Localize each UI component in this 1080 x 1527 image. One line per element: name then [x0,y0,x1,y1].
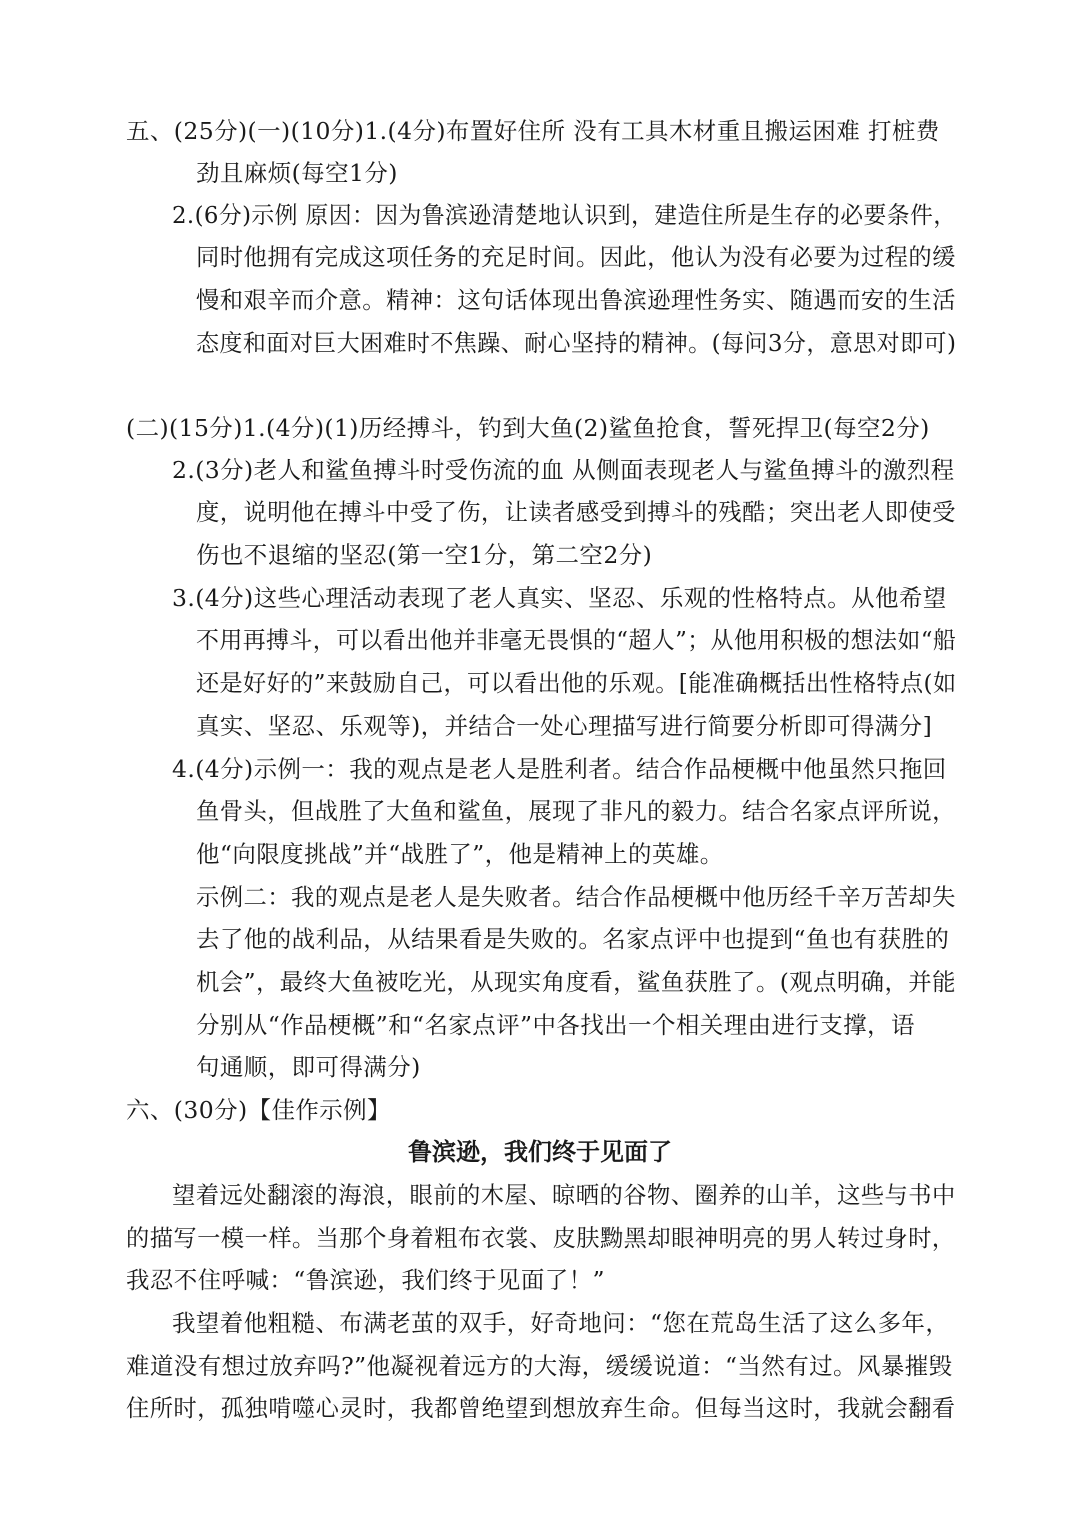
section5-q1-line1: 五、(25分)(一)(10分)1.(4分)布置好住所 没有工具木材重且搬运困难 打桩费 [126,117,940,145]
essay-line: 我望着他粗糙、布满老茧的双手，好奇地问：“您在荒岛生活了这么多年， [172,1309,950,1337]
part2-q3-line: 真实、坚忍、乐观等)，并结合一处心理描写进行简要分析即可得满分] [196,712,933,740]
essay-line: 的描写一模一样。当那个身着粗布衣裳、皮肤黝黑却眼神明亮的男人转过身时， [126,1224,956,1252]
essay-line: 住所时，孤独啃噬心灵时，我都曾绝望到想放弃生命。但每当这时，我就会翻看 [126,1394,956,1422]
essay-line: 我忍不住呼喊：“鲁滨逊，我们终于见面了！” [126,1266,605,1294]
part2-q4-line: 去了他的战利品，从结果看是失败的。名家点评中也提到“鱼也有获胜的 [196,925,950,953]
part2-q4-line: 4.(4分)示例一：我的观点是老人是胜利者。结合作品梗概中他虽然只拖回 [172,755,947,783]
part2-q2-line: 伤也不退缩的坚忍(第一空1分，第二空2分) [196,541,653,569]
part2-q4-line: 机会”，最终大鱼被吃光，从现实角度看，鲨鱼获胜了。(观点明确，并能 [196,968,956,996]
essay-line: 望着远处翻滚的海浪，眼前的木屋、晾晒的谷物、圈养的山羊，这些与书中 [172,1181,956,1209]
part2-q4-line: 示例二：我的观点是老人是失败者。结合作品梗概中他历经千辛万苦却失 [196,883,956,911]
part2-q2-line: 2.(3分)老人和鲨鱼搏斗时受伤流的血 从侧面表现老人与鲨鱼搏斗的激烈程 [172,456,955,484]
section5-q2-line: 2.(6分)示例 原因：因为鲁滨逊清楚地认识到，建造住所是生存的必要条件， [172,201,957,229]
part2-q3-line: 3.(4分)这些心理活动表现了老人真实、坚忍、乐观的性格特点。从他希望 [172,584,947,612]
section6-heading: 六、(30分)【佳作示例】 [126,1096,391,1124]
essay-line: 难道没有想过放弃吗?”他凝视着远方的大海，缓缓说道：“当然有过。风暴摧毁 [126,1352,953,1380]
part2-q2-line: 度，说明他在搏斗中受了伤，让读者感受到搏斗的残酷；突出老人即使受 [196,498,956,526]
part2-q1: (二)(15分)1.(4分)(1)历经搏斗，钓到大鱼(2)鲨鱼抢食，誓死捍卫(每空2分) [126,414,930,442]
part2-q3-line: 还是好好的”来鼓励自己，可以看出他的乐观。[能准确概括出性格特点(如 [196,669,957,697]
part2-q4-line: 句通顺，即可得满分) [196,1053,421,1081]
section5-q2-line: 态度和面对巨大困难时不焦躁、耐心坚持的精神。(每问3分，意思对即可) [196,329,957,357]
essay-title: 鲁滨逊，我们终于见面了 [408,1138,672,1166]
part2-q4-line: 鱼骨头，但战胜了大鱼和鲨鱼，展现了非凡的毅力。结合名家点评所说， [196,797,956,825]
part2-q4-line: 分别从“作品梗概”和“名家点评”中各找出一个相关理由进行支撑，语 [196,1011,915,1039]
part2-q3-line: 不用再搏斗，可以看出他并非毫无畏惧的“超人”；从他用积极的想法如“船 [196,626,957,654]
section5-q2-line: 慢和艰辛而介意。精神：这句话体现出鲁滨逊理性务实、随遇而安的生活 [196,286,956,314]
section5-q1-line2: 劲且麻烦(每空1分) [196,159,398,187]
section5-q2-line: 同时他拥有完成这项任务的充足时间。因此，他认为没有必要为过程的缓 [196,243,956,271]
part2-q4-line: 他“向限度挑战”并“战胜了”，他是精神上的英雄。 [196,840,724,868]
